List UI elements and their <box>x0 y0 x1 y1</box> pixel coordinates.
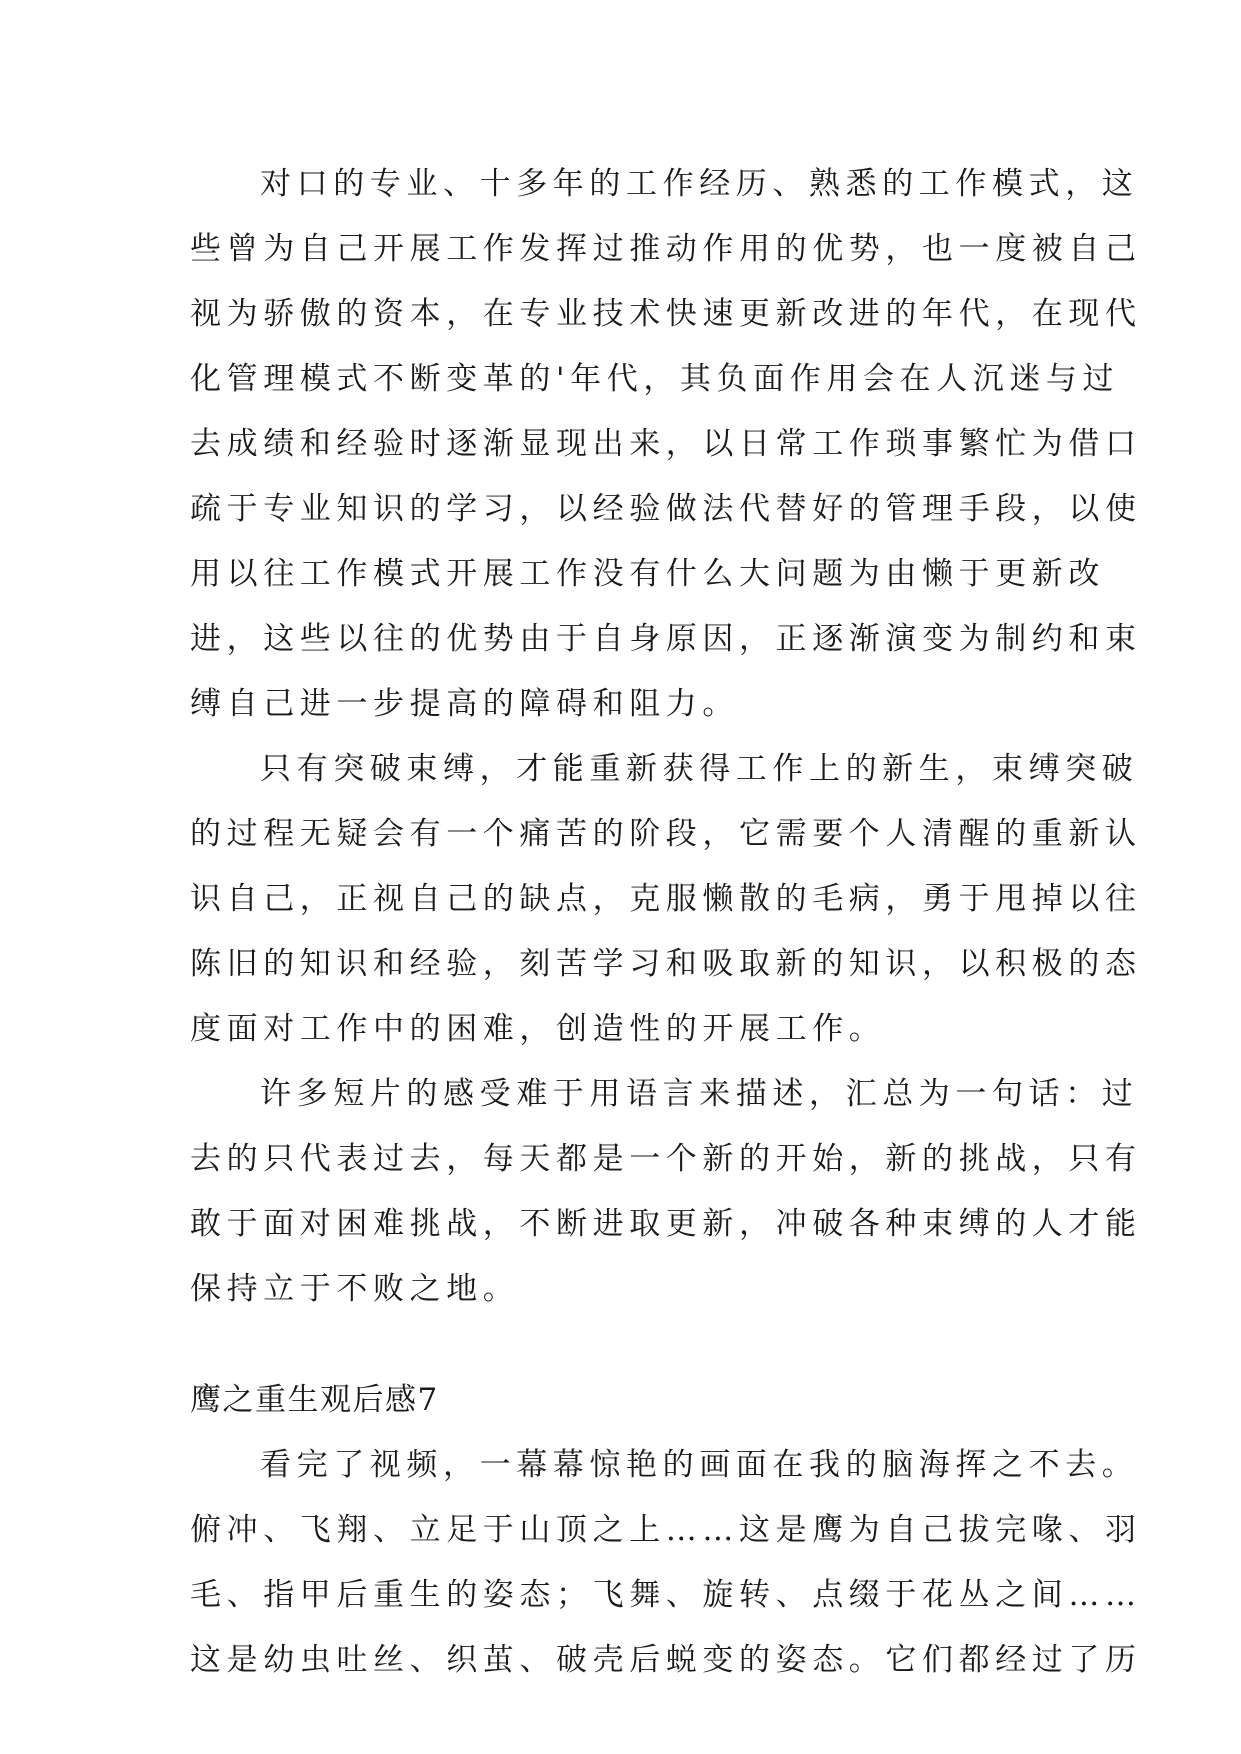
text-line: 缚自己进一步提高的障碍和阻力。 <box>190 686 739 722</box>
text-line: 保持立于不败之地。 <box>190 1271 520 1307</box>
text-line: 识自己，正视自己的缺点，克服懒散的毛病，勇于甩掉以往 <box>190 881 1142 917</box>
text-line: 化管理模式不断变革的'年代，其负面作用会在人沉迷与过 <box>190 361 1120 397</box>
text-line: 去的只代表过去，每天都是一个新的开始，新的挑战，只有 <box>190 1141 1142 1177</box>
paragraph-1 <box>190 152 1142 737</box>
paragraph-2 <box>190 737 1142 1062</box>
text-line: 俯冲、飞翔、立足于山顶之上……这是鹰为自己拔完喙、羽 <box>190 1512 1142 1548</box>
text-line: 度面对工作中的困难，创造性的开展工作。 <box>190 1011 886 1047</box>
paragraph-4 <box>190 1433 1142 1693</box>
text-line: 些曾为自己开展工作发挥过推动作用的优势，也一度被自己 <box>190 231 1142 267</box>
text-line: 疏于专业知识的学习，以经验做法代替好的管理手段，以使 <box>190 491 1142 527</box>
text-line: 许多短片的感受难于用语言来描述，汇总为一句话：过 <box>260 1076 1139 1112</box>
text-line: 毛、指甲后重生的姿态；飞舞、旋转、点缀于花丛之间…… <box>190 1577 1142 1613</box>
paragraph-3 <box>190 1062 1142 1322</box>
text-line: 进，这些以往的优势由于自身原因，正逐渐演变为制约和束 <box>190 621 1142 657</box>
document-page <box>190 152 1142 1693</box>
text-line: 对口的专业、十多年的工作经历、熟悉的工作模式，这 <box>260 166 1139 202</box>
section-heading: 鹰之重生观后感7 <box>190 1382 439 1418</box>
text-line: 敢于面对困难挑战，不断进取更新，冲破各种束缚的人才能 <box>190 1206 1142 1242</box>
text-line: 这是幼虫吐丝、织茧、破壳后蜕变的姿态。它们都经过了历 <box>190 1642 1142 1678</box>
text-line: 去成绩和经验时逐渐显现出来，以日常工作琐事繁忙为借口 <box>190 426 1142 462</box>
text-line: 看完了视频，一幕幕惊艳的画面在我的脑海挥之不去。 <box>260 1447 1139 1483</box>
text-line: 视为骄傲的资本，在专业技术快速更新改进的年代，在现代 <box>190 296 1142 332</box>
text-line: 的过程无疑会有一个痛苦的阶段，它需要个人清醒的重新认 <box>190 816 1142 852</box>
text-line: 用以往工作模式开展工作没有什么大问题为由懒于更新改 <box>190 556 1105 592</box>
text-line: 只有突破束缚，才能重新获得工作上的新生，束缚突破 <box>260 751 1139 787</box>
text-line: 陈旧的知识和经验，刻苦学习和吸取新的知识，以积极的态 <box>190 946 1142 982</box>
